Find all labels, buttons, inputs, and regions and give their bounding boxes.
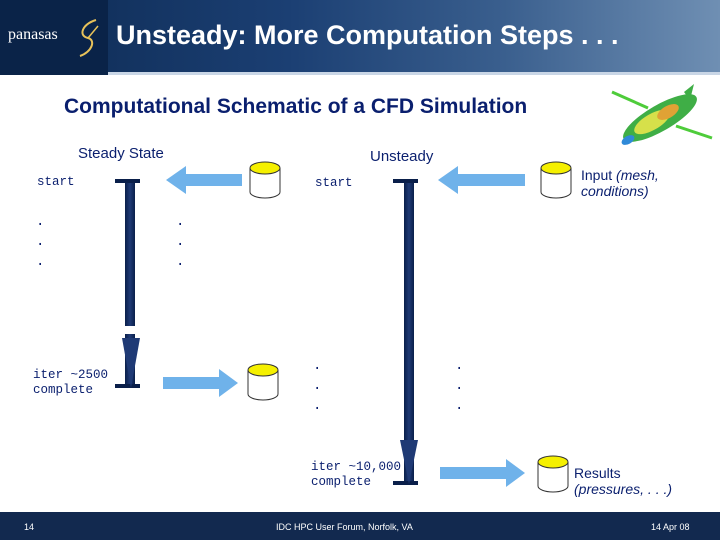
unsteady-label: Unsteady xyxy=(370,148,434,165)
database-cylinder-input-unsteady xyxy=(541,162,571,198)
database-cylinder-input-steady xyxy=(250,162,280,198)
arrow-input-to-steady xyxy=(166,166,242,194)
steady-start-label: start xyxy=(37,175,75,189)
steady-iter-complete: complete xyxy=(33,383,94,397)
results-label xyxy=(574,465,672,497)
footer-event: IDC HPC User Forum, Norfolk, VA xyxy=(276,522,413,532)
steady-iter-count: iter ~2500 xyxy=(33,368,109,382)
arrow-input-to-unsteady xyxy=(438,166,525,194)
unsteady-iter-label xyxy=(311,460,401,490)
steady-iter-label xyxy=(33,368,108,398)
database-cylinder-results-steady xyxy=(248,364,278,400)
arrow-unsteady-to-results xyxy=(440,459,525,487)
results-label-title: Results xyxy=(574,465,621,481)
airplane-cfd-icon xyxy=(612,84,712,150)
unsteady-right-ellipsis: . . . xyxy=(455,358,464,414)
footer-page-number: 14 xyxy=(24,522,35,532)
unsteady-start-label: start xyxy=(315,176,353,190)
database-cylinder-results-unsteady xyxy=(538,456,568,492)
schematic-subtitle: Computational Schematic of a CFD Simulation xyxy=(64,95,528,118)
unsteady-left-ellipsis: . . . xyxy=(313,358,322,414)
results-label-detail: (pressures, . . .) xyxy=(574,481,673,497)
steady-mid-ellipsis: . . . xyxy=(176,214,185,270)
steady-ellipsis: . . . xyxy=(36,214,45,270)
footer-bar xyxy=(0,512,720,540)
input-label-mesh: (mesh, xyxy=(616,167,659,183)
slide-title: Unsteady: More Computation Steps . . . xyxy=(116,20,619,50)
arrow-steady-to-results xyxy=(163,369,238,397)
logo-text: panasas xyxy=(8,26,58,43)
unsteady-flow-bar xyxy=(393,179,418,485)
steady-flow-bar xyxy=(115,179,140,388)
steady-state-label: Steady State xyxy=(78,145,164,162)
input-label-plain: Input xyxy=(581,167,617,183)
footer-date: 14 Apr 08 xyxy=(651,522,690,532)
unsteady-iter-count: iter ~10,000 xyxy=(311,460,402,474)
unsteady-iter-complete: complete xyxy=(311,475,372,489)
input-label-conditions: conditions) xyxy=(581,183,649,199)
input-label xyxy=(581,167,659,199)
